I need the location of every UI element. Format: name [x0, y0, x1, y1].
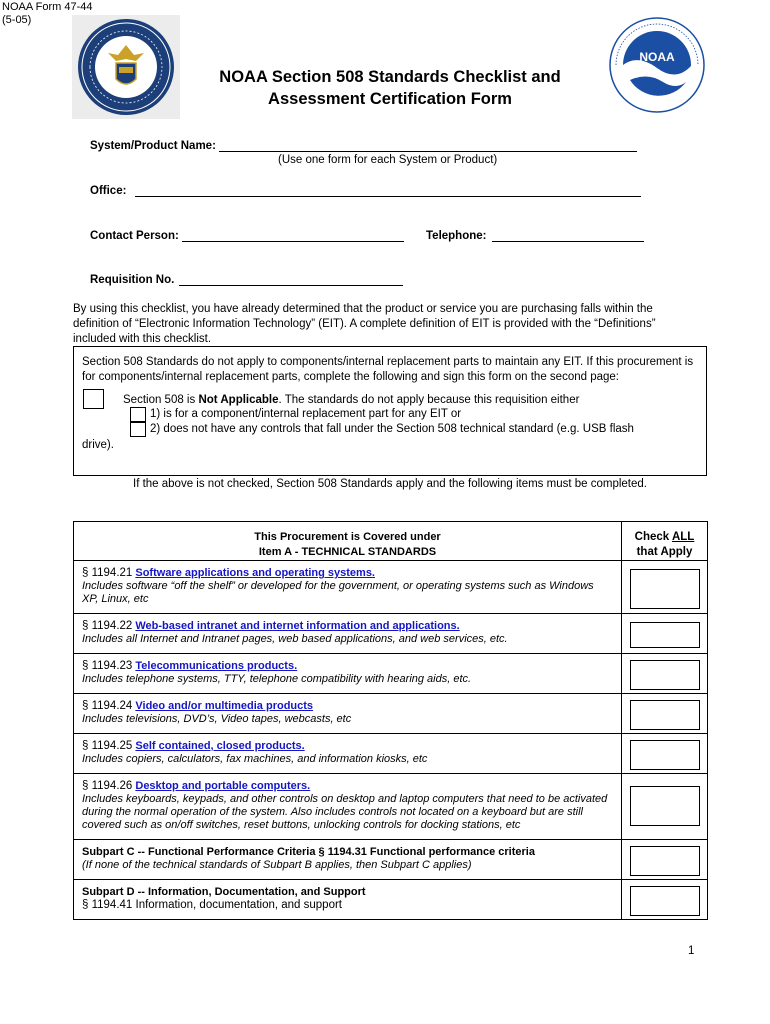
table-row: [74, 614, 708, 654]
table-row: [74, 694, 708, 734]
subpart-c-checkbox[interactable]: [630, 846, 700, 876]
table-row: [74, 734, 708, 774]
reason2-continuation: drive).: [82, 439, 114, 451]
row-description: Includes telephone systems, TTY, telephone compatibility with hearing aids, etc.: [82, 673, 472, 685]
reason1-text: 1) is for a component/internal replacement part for any EIT or: [150, 408, 462, 420]
subpart-d-note: § 1194.41 Information, documentation, and support: [82, 899, 342, 911]
not-applicable-statement: [123, 393, 579, 408]
subpart-d-title: Subpart D -- Information, Documentation, and Support: [82, 886, 366, 898]
row-description: Includes keyboards, keypads, and other controls on desktop and laptop computers that need to be activated during the normal operation of the system. Also includes controls not located on a keyboard but are still covered such as on/off switches, reset buttons, unlocking controls for docking stations, etc: [82, 793, 608, 831]
row-section: § 1194.24: [82, 700, 133, 712]
contact-person-label: Contact Person: [90, 230, 175, 242]
contact-person-field[interactable]: Contact Person:: [90, 229, 404, 242]
noaa-logo-text: NOAA: [639, 50, 675, 64]
table-row: [74, 774, 708, 840]
table-row: [74, 880, 708, 920]
page-title: [180, 66, 600, 110]
check-line-2: that Apply: [636, 546, 693, 558]
telecommunications-checkbox[interactable]: [630, 660, 700, 690]
table-row: [74, 654, 708, 694]
subpart-c-note: (If none of the technical standards of Subpart B applies, then Subpart C applies): [82, 859, 472, 871]
requisition-field[interactable]: [90, 273, 403, 286]
requisition-label: Requisition No.: [90, 274, 175, 286]
software-applications-link[interactable]: Software applications and operating systems.: [135, 567, 375, 579]
web-based-checkbox[interactable]: [630, 622, 700, 648]
telephone-line[interactable]: [492, 229, 644, 242]
form-number: NOAA Form 47-44: [2, 1, 93, 13]
title-line-2: Assessment Certification Form: [268, 90, 512, 108]
check-all: ALL: [671, 531, 695, 543]
not-applicable-checkbox[interactable]: [83, 389, 104, 409]
na-suffix: . The standards do not apply because this requisition either: [278, 394, 580, 406]
system-name-label: System/Product Name: [90, 140, 213, 152]
row-section: § 1194.23: [82, 660, 133, 672]
subpart-c-title: Subpart C -- Functional Performance Criteria § 1194.31 Functional performance criteria: [82, 846, 535, 858]
telephone-field[interactable]: [426, 229, 644, 242]
title-line-1: NOAA Section 508 Standards Checklist and: [219, 68, 561, 86]
row-description: Includes copiers, calculators, fax machines, and information kiosks, etc: [82, 753, 428, 765]
header-line-1: This Procurement is Covered under: [254, 531, 441, 543]
row-description: Includes all Internet and Intranet pages, web based applications, and web services, etc.: [82, 633, 508, 645]
system-name-line[interactable]: [219, 139, 637, 152]
table-header-standards: [74, 522, 622, 561]
self-contained-checkbox[interactable]: [630, 740, 700, 770]
reason2-checkbox[interactable]: [130, 422, 146, 437]
table-header-check: [622, 522, 708, 561]
telephone-label: Telephone:: [426, 230, 487, 242]
form-revision: (5-05): [2, 14, 32, 26]
row-description: Includes software “off the shelf” or developed for the government, or operating systems such as Windows XP, Linux, etc: [82, 580, 594, 605]
self-contained-link[interactable]: Self contained, closed products.: [135, 740, 305, 752]
not-applicable-section: [73, 346, 707, 476]
row-section: § 1194.26: [82, 780, 133, 792]
row-section: § 1194.22: [82, 620, 133, 632]
desktop-portable-checkbox[interactable]: [630, 786, 700, 826]
commerce-seal-logo: [72, 15, 180, 119]
system-name-field[interactable]: System/Product Name:: [90, 139, 637, 152]
video-multimedia-checkbox[interactable]: [630, 700, 700, 730]
contact-person-line[interactable]: [182, 229, 404, 242]
table-row: [74, 561, 708, 614]
standards-apply-note: If the above is not checked, Section 508 Standards apply and the following items must be completed.: [133, 478, 647, 490]
telecommunications-link[interactable]: Telecommunications products.: [135, 660, 298, 672]
video-multimedia-link[interactable]: Video and/or multimedia products: [135, 700, 314, 712]
office-line[interactable]: [135, 184, 641, 197]
page-number: 1: [688, 945, 695, 957]
table-row: [74, 840, 708, 880]
system-name-note: (Use one form for each System or Product): [278, 154, 498, 166]
intro-paragraph: By using this checklist, you have already determined that the product or service you are purchasing falls within the definition of “Electronic Information Technology” (EIT). A complete definition of EIT is provided with the “Definitions” included with this checklist.: [73, 303, 656, 345]
header-line-2: Item A - TECHNICAL STANDARDS: [258, 546, 437, 558]
row-section: § 1194.21: [82, 567, 133, 579]
na-prefix: Section 508 is: [123, 394, 199, 406]
web-based-link[interactable]: Web-based intranet and internet information and applications.: [135, 620, 460, 632]
reason1-checkbox[interactable]: [130, 407, 146, 422]
requisition-line[interactable]: [179, 273, 403, 286]
desktop-portable-link[interactable]: Desktop and portable computers.: [135, 780, 311, 792]
office-field[interactable]: [90, 184, 641, 197]
row-section: § 1194.25: [82, 740, 133, 752]
noaa-logo: [608, 16, 706, 114]
software-applications-checkbox[interactable]: [630, 569, 700, 609]
office-label: Office:: [90, 185, 127, 197]
check-prefix: Check: [634, 531, 672, 543]
subpart-d-checkbox[interactable]: [630, 886, 700, 916]
standards-checklist-table: [73, 521, 708, 920]
notice-text: Section 508 Standards do not apply to components/internal replacement parts to maintain any EIT. If this procurement is for components/internal replacement parts, complete the following and sign this form on the second page:: [82, 356, 694, 383]
row-description: Includes televisions, DVD’s, Video tapes, webcasts, etc: [82, 713, 352, 725]
na-bold: Not Applicable: [198, 394, 279, 406]
reason2-text: 2) does not have any controls that fall under the Section 508 technical standard (e.g. USB flash: [150, 423, 634, 435]
